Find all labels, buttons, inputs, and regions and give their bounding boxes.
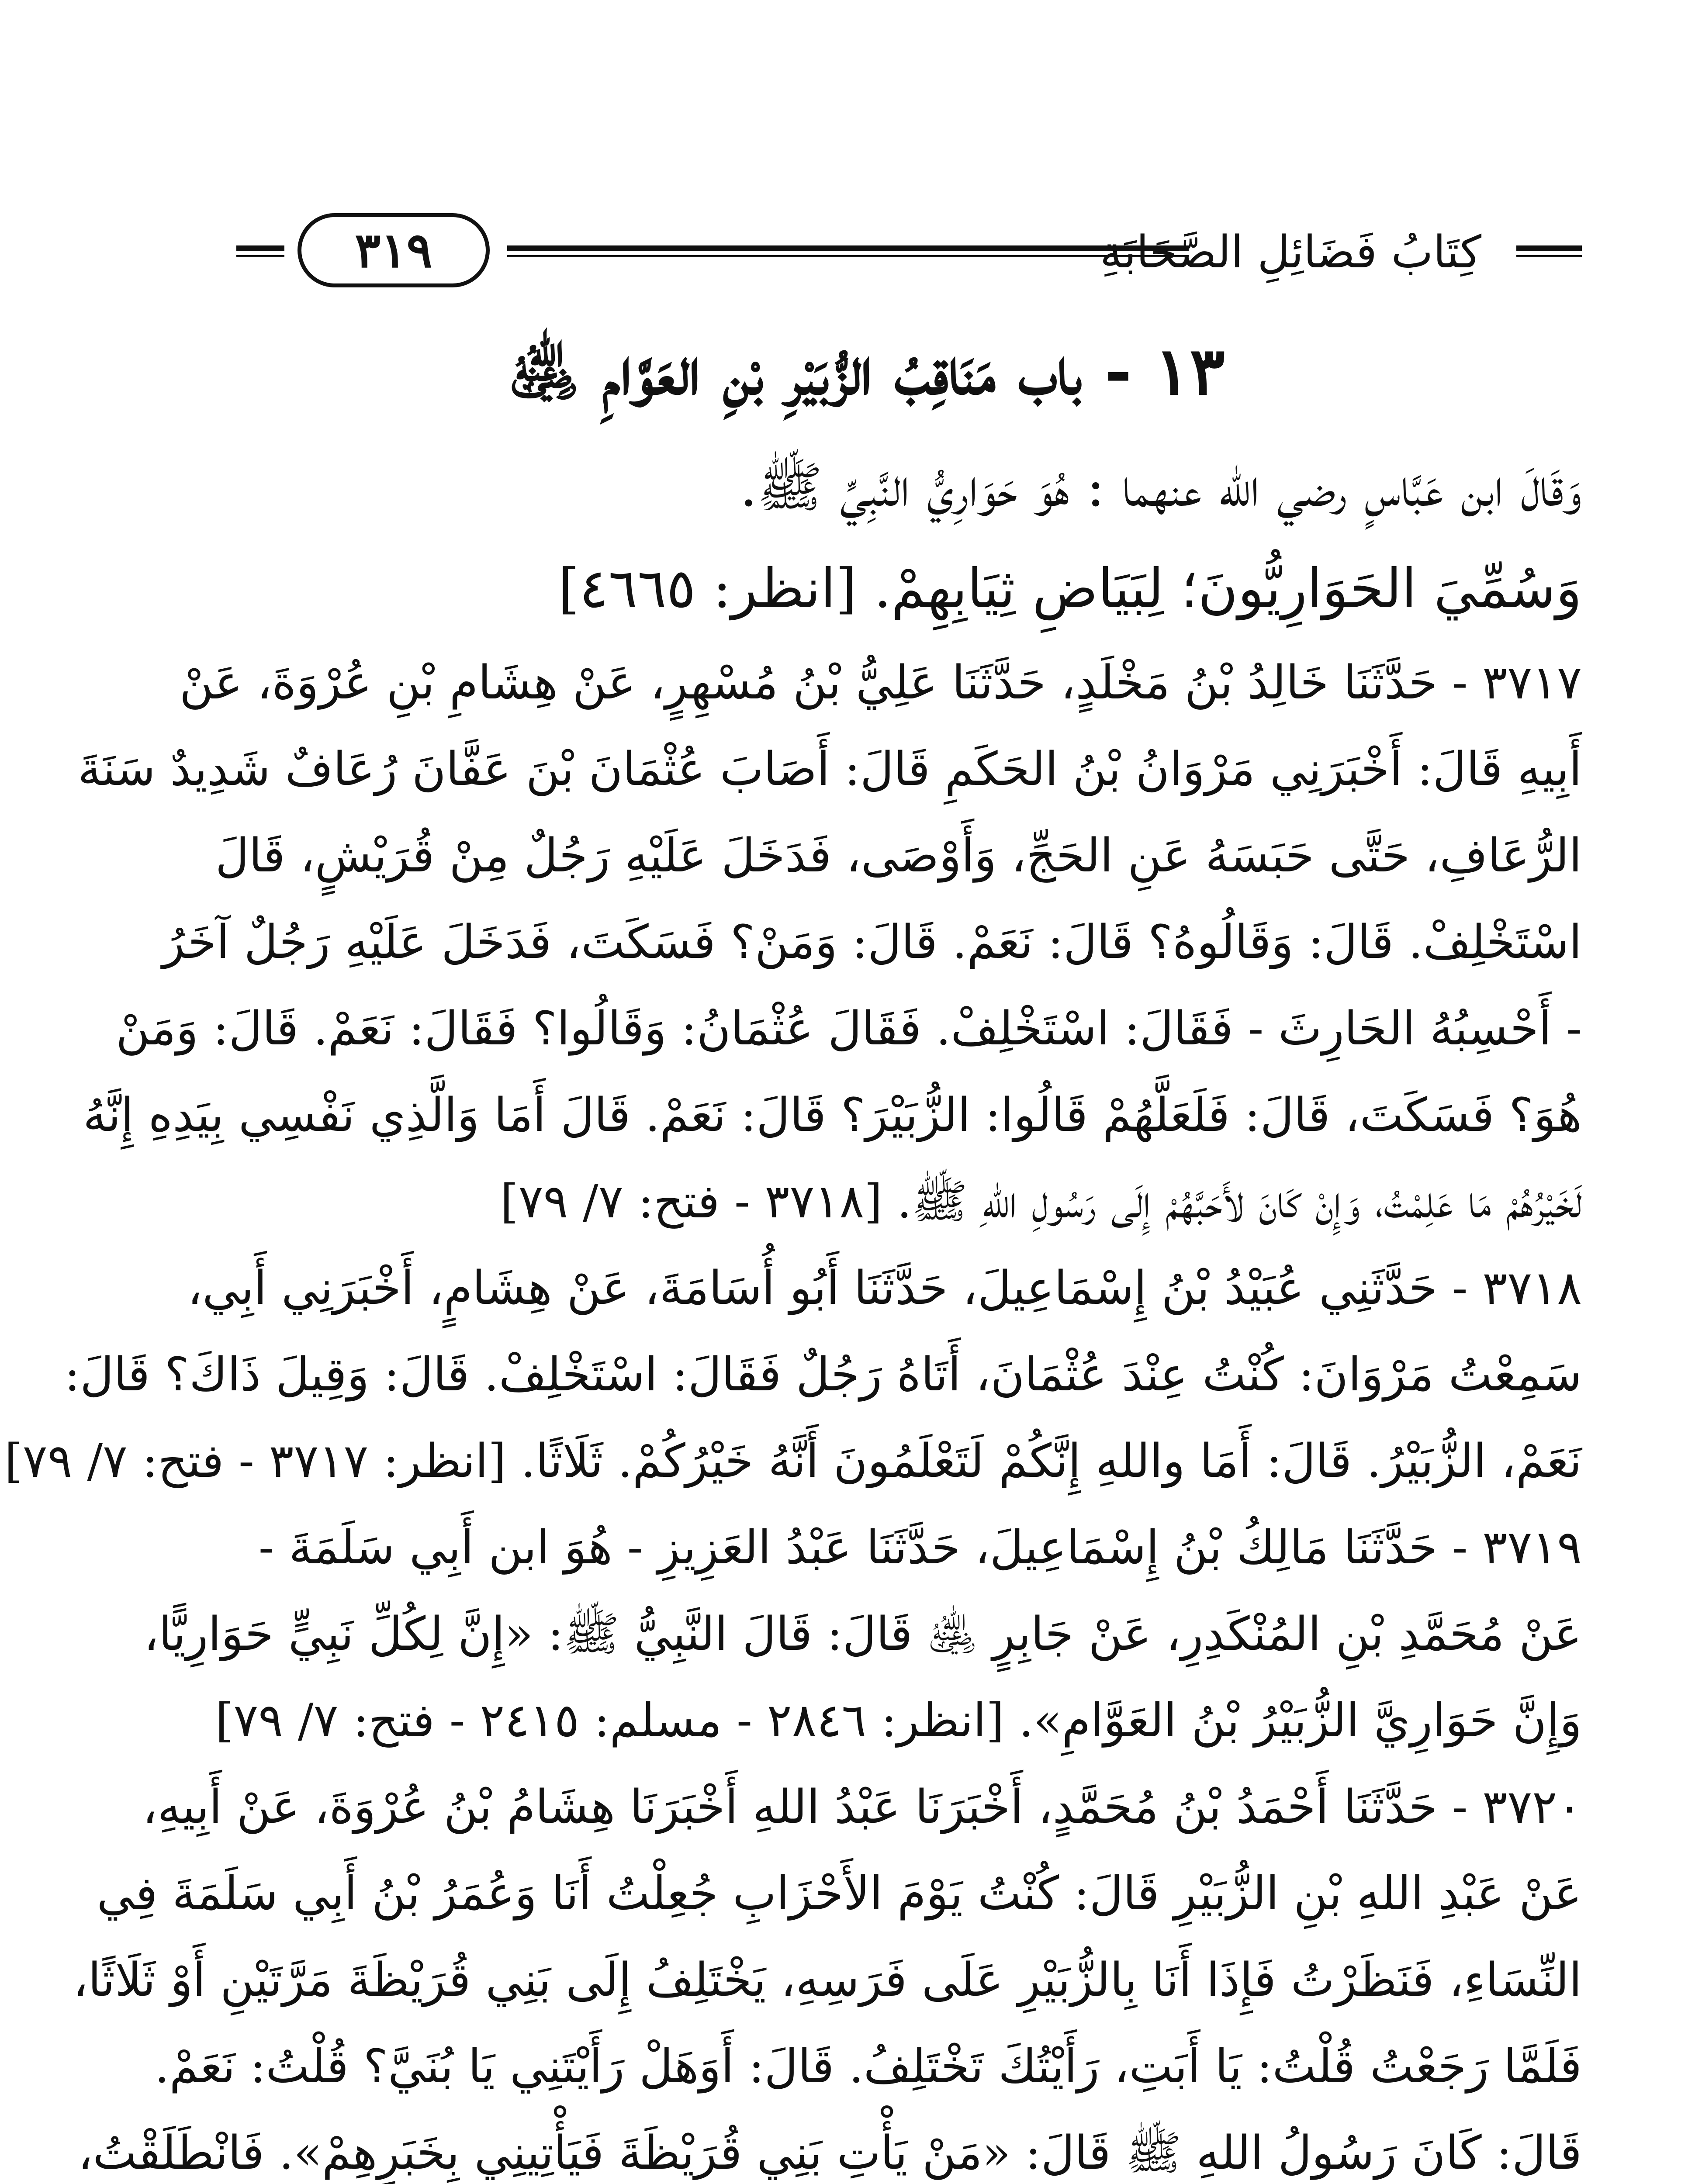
text-line: ٣٧١٨ - حَدَّثَنِي عُبَيْدُ بْنُ إِسْمَاعِيلَ، حَدَّثَنَا أَبُو أُسَامَةَ، عَنْ هِشَامٍ، أَخْبَرَنِي أَبِي، <box>187 1261 1582 1315</box>
text-line: لَخَيْرُهُمْ مَا عَلِمْتُ، وَإِنْ كَانَ لأَحَبَّهُمْ إِلَى رَسُولِ اللهِ ﷺ. [٣٧١٨ - فتح: ٧/ ٧٩] <box>500 1175 1582 1228</box>
text-line: قَالَ: كَانَ رَسُولُ اللهِ ﷺ قَالَ: «مَنْ يَأْتِ بَنِي قُرَيْظَةَ فَيَأْتِينِي بِخَبَرِهِمْ». فَانْطَلَقْتُ، <box>78 2126 1582 2180</box>
header-rule-middle <box>507 245 1189 257</box>
text-line: نَعَمْ، الزُّبَيْرُ. قَالَ: أَمَا واللهِ إِنَّكُمْ لَتَعْلَمُونَ أَنَّهُ خَيْرُكُمْ. ثَلَاثًا. [انظر: ٣٧١٧ - فتح: ٧/ ٧٩] <box>4 1434 1582 1488</box>
book-title: كِتَابُ فَضَائِلِ الصَّحَابَةِ <box>1100 226 1481 278</box>
intro-line: وَقَالَ ابن عَبَّاسٍ رضي الله عنهما : هُوَ حَوَارِيُّ النَّبِيِّ ﷺ. <box>740 456 1582 519</box>
page-number: ٣١٩ <box>355 222 432 278</box>
text-line: عَنْ مُحَمَّدِ بْنِ المُنْكَدِرِ، عَنْ جَابِرٍ ﵁ قَالَ: قَالَ النَّبِيُّ ﷺ: «إِنَّ لِكُلِّ نَبِيٍّ حَوَارِيًّا، <box>144 1607 1582 1661</box>
hadith-3717 <box>78 639 1582 1245</box>
text-line: الرُّعَافِ، حَتَّى حَبَسَهُ عَنِ الحَجِّ، وَأَوْصَى، فَدَخَلَ عَلَيْهِ رَجُلٌ مِنْ قُرَيْشٍ، قَالَ <box>215 829 1582 882</box>
main-text <box>4 437 1582 2184</box>
text-line: وَإِنَّ حَوَارِيَّ الزُّبَيْرُ بْنُ العَوَّامِ». [انظر: ٢٨٤٦ - مسلم: ٢٤١٥ - فتح: ٧/ ٧٩] <box>215 1693 1582 1747</box>
text-line: أَبِيهِ قَالَ: أَخْبَرَنِي مَرْوَانُ بْنُ الحَكَمِ قَالَ: أَصَابَ عُثْمَانَ بْنَ عَفَّانَ رُعَافٌ شَدِيدٌ سَنَةَ <box>78 742 1582 796</box>
header-rule-left <box>236 245 284 257</box>
text-line: ٣٧١٧ - حَدَّثَنَا خَالِدُ بْنُ مَخْلَدٍ، حَدَّثَنَا عَلِيُّ بْنُ مُسْهِرٍ، عَنْ هِشَامِ بْنِ عُرْوَةَ، عَنْ <box>179 656 1582 709</box>
book-page <box>4 0 1702 2184</box>
running-header <box>236 205 1582 293</box>
intro-line: وَسُمِّيَ الحَوَارِيُّونَ؛ لِبَيَاضِ ثِيَابِهِمْ. [انظر: ٤٦٦٥] <box>558 557 1582 620</box>
text-line: هُوَ؟ فَسَكَتَ، قَالَ: فَلَعَلَّهُمْ قَالُوا: الزُّبَيْرَ؟ قَالَ: نَعَمْ. قَالَ أَمَا وَالَّذِي نَفْسِي بِيَدِهِ إِنَّهُ <box>83 1088 1582 1142</box>
text-line: فَلَمَّا رَجَعْتُ قُلْتُ: يَا أَبَتِ، رَأَيْتُكَ تَخْتَلِفُ. قَالَ: أَوَهَلْ رَأَيْتَنِي يَا بُنَيَّ؟ قُلْتُ: نَعَمْ. <box>154 2039 1582 2093</box>
text-line: ٣٧٢٠ - حَدَّثَنَا أَحْمَدُ بْنُ مُحَمَّدٍ، أَخْبَرَنَا عَبْدُ اللهِ أَخْبَرَنَا هِشَامُ بْنُ عُرْوَةَ، عَنْ أَبِيهِ، <box>142 1780 1582 1834</box>
text-line: - أَحْسِبُهُ الحَارِثَ - فَقَالَ: اسْتَخْلِفْ. فَقَالَ عُثْمَانُ: وَقَالُوا؟ فَقَالَ: نَعَمْ. قَالَ: وَمَنْ <box>116 1002 1582 1055</box>
text-line: النِّسَاءِ، فَنَظَرْتُ فَإِذَا أَنَا بِالزُّبَيْرِ عَلَى فَرَسِهِ، يَخْتَلِفُ إِلَى بَنِي قُرَيْظَةَ مَرَّتَيْنِ أَوْ ثَلَاثًا، <box>73 1953 1582 2007</box>
page-number-frame <box>298 213 490 287</box>
hadith-3718 <box>4 1245 1582 1504</box>
chapter-heading: ١٣ - باب مَنَاقِبُ الزُّبَيْرِ بْنِ العَوَّامِ ﵁ <box>508 333 1225 410</box>
hadith-3720 <box>73 1764 1582 2184</box>
hadith-3719 <box>144 1504 1582 1764</box>
text-line: اسْتَخْلِفْ. قَالَ: وَقَالُوهُ؟ قَالَ: نَعَمْ. قَالَ: وَمَنْ؟ فَسَكَتَ، فَدَخَلَ عَلَيْهِ رَجُلٌ آخَرُ <box>162 915 1582 969</box>
text-line: عَنْ عَبْدِ اللهِ بْنِ الزُّبَيْرِ قَالَ: كُنْتُ يَوْمَ الأَحْزَابِ جُعِلْتُ أَنَا وَعُمَرُ بْنُ أَبِي سَلَمَةَ فِي <box>97 1866 1582 1920</box>
text-line: ٣٧١٩ - حَدَّثَنَا مَالِكُ بْنُ إِسْمَاعِيلَ، حَدَّثَنَا عَبْدُ العَزِيزِ - هُوَ ابن أَبِي سَلَمَةَ - <box>258 1521 1582 1574</box>
text-line: سَمِعْتُ مَرْوَانَ: كُنْتُ عِنْدَ عُثْمَانَ، أَتَاهُ رَجُلٌ فَقَالَ: اسْتَخْلِفْ. قَالَ: وَقِيلَ ذَاكَ؟ قَالَ: <box>64 1348 1582 1401</box>
header-rule-right <box>1516 245 1582 257</box>
